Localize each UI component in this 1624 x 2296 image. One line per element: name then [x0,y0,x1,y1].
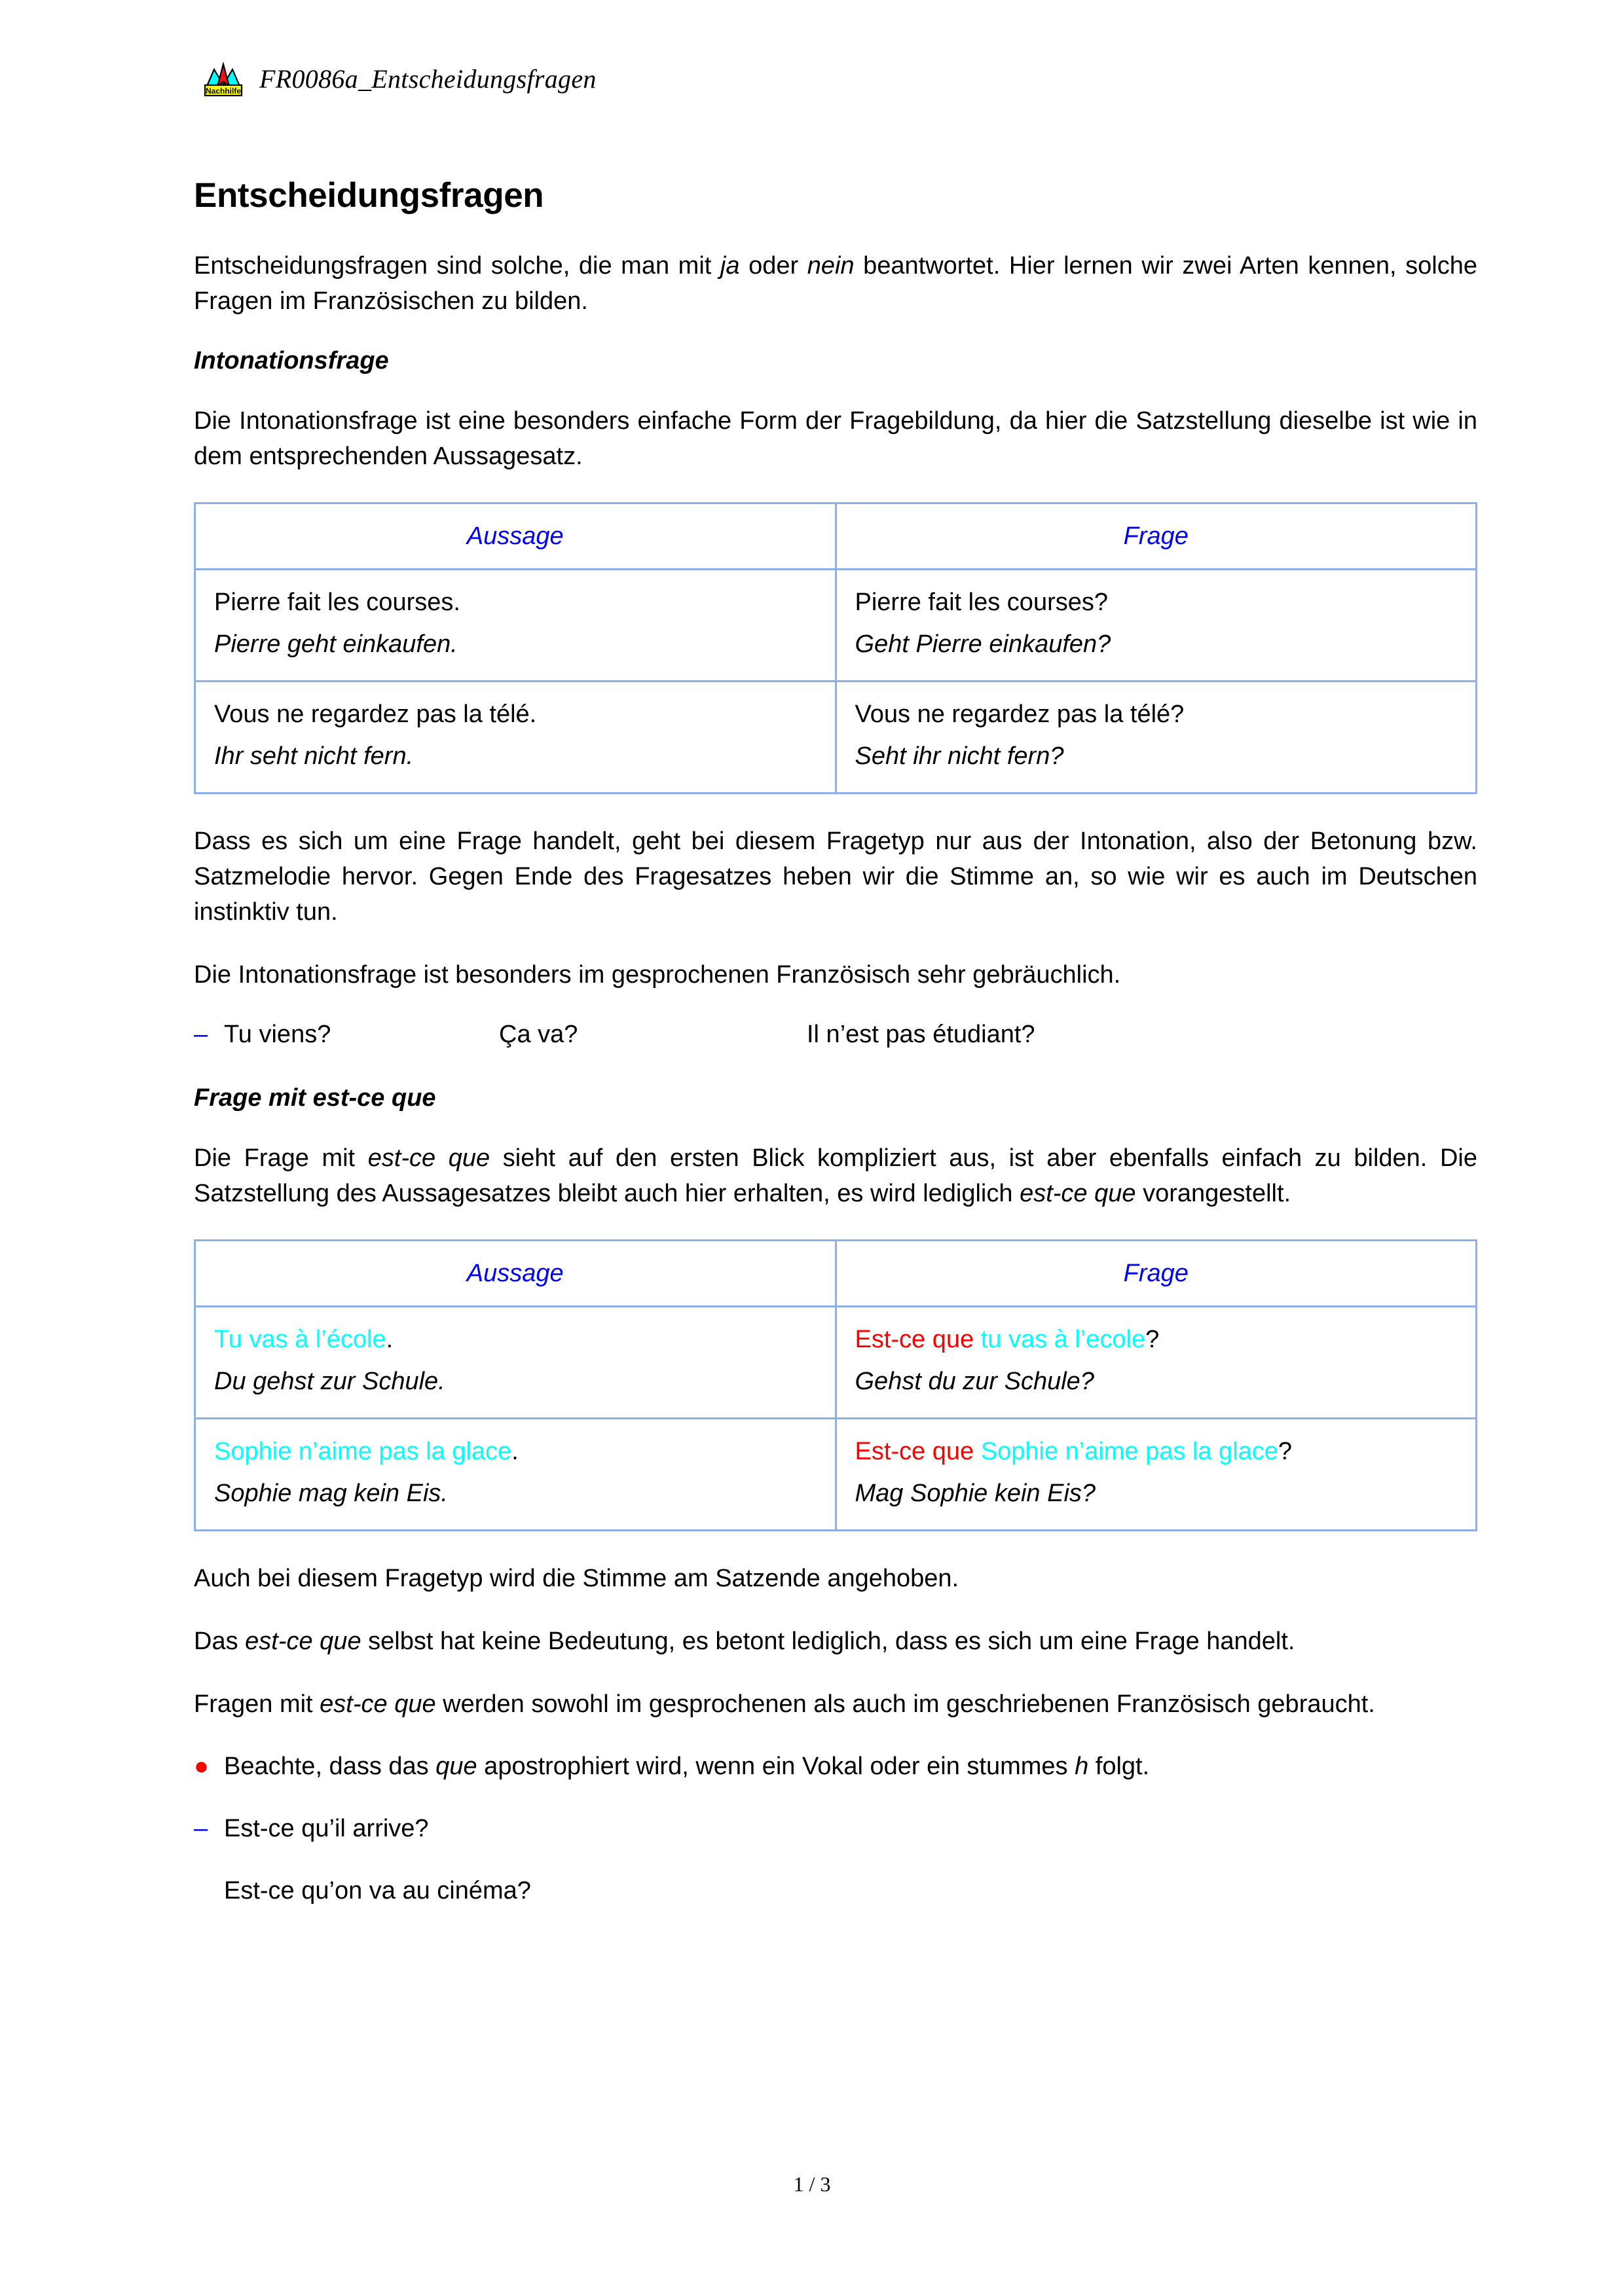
s2a-text-1: Die Frage mit [194,1144,368,1172]
dash-bullet-icon: – [194,1814,208,1842]
french-question: Pierre fait les courses? [855,589,1108,617]
dash-bullet-icon: – [194,1020,208,1048]
section-heading-frage-mit-est-ce-que: Frage mit est-ce que [194,1084,436,1112]
s2d-emphasis: est-ce que [320,1690,436,1718]
section1-paragraph: Die Intonationsfrage ist eine besonders einfache Form der Fragebildung, da hier die Satzstellung dieselbe ist wie in dem entsprechenden Aussagesatz. [194,407,1477,471]
german-translation: Seht ihr nicht fern? [855,742,1064,771]
note-emphasis-h: h [1075,1752,1089,1780]
cell-frage [836,682,1477,793]
section1-paragraph-2: Dass es sich um eine Frage handelt, geht bei diesem Fragetyp nur aus der Intonation, also der Betonung bzw. Satzmelodie hervor. Gegen Ende des Fragesatzes heben wir die Stimme an, so wie wir es auch im Deutschen instinktiv tun. [194,828,1477,926]
french-statement: Pierre fait les courses. [214,589,460,617]
german-translation: Gehst du zur Schule? [855,1367,1094,1395]
document-header [203,60,597,97]
s2c-text-1: Das [194,1627,246,1655]
table-header-row [195,503,1477,570]
note-emphasis-que: que [435,1752,477,1780]
clause-highlight: Sophie n’aime pas la glace [214,1437,512,1465]
example-il-nest-pas-etudiant: Il n’est pas étudiant? [807,1020,1035,1048]
note-bullet-row [194,1750,1477,1783]
french-question: Vous ne regardez pas la télé? [855,701,1185,729]
section2-paragraph-b: Auch bei diesem Fragetyp wird die Stimme am Satzende angehoben. [194,1564,959,1592]
section1-paragraph-3: Die Intonationsfrage ist besonders im gesprochenen Französisch sehr gebräuchlich. [194,960,1121,989]
french-question [855,1431,1458,1473]
intro-text-2: oder [739,252,807,280]
note-text [224,1750,1477,1783]
column-header-frage: Frage [836,1240,1477,1306]
french-question [855,1319,1458,1361]
intro-text-1: Entscheidungsfragen sind solche, die man mit [194,252,720,280]
section-heading-intonationsfrage: Intonationsfrage [194,347,389,375]
note-example-1: Est-ce qu’il arrive? [224,1814,429,1842]
cell-aussage [195,570,836,682]
document-code-title: FR0086a_Entscheidungsfragen [259,64,597,94]
clause-highlight: Tu vas à l’école [214,1325,386,1353]
s2a-text-3: vorangestellt. [1135,1179,1291,1207]
est-ce-que-marker: Est-ce que [855,1437,981,1465]
german-translation: Geht Pierre einkaufen? [855,630,1111,659]
note-text-2: apostrophiert wird, wenn ein Vokal oder ein stummes [477,1752,1075,1780]
s2a-emphasis-1: est-ce que [367,1144,490,1172]
section2-paragraph-d [194,1687,1477,1722]
red-dot-bullet-icon: ● [194,1752,209,1780]
cell-frage [836,570,1477,682]
table-row [195,1418,1477,1530]
s2c-emphasis: est-ce que [245,1627,361,1655]
cell-aussage [195,1418,836,1530]
s2a-emphasis-2: est-ce que [1020,1179,1136,1207]
table-row [195,1306,1477,1418]
intonation-examples-row [194,1021,1477,1049]
section2-paragraph-a [194,1141,1477,1212]
intro-text-3: beantwortet. Hier lernen wir zwei Arten kennen, solche Fragen im Französischen zu bilden. [194,252,1477,316]
s2c-text-2: selbst hat keine Bedeutung, es betont lediglich, dass es sich um eine Frage handelt. [361,1627,1295,1655]
french-statement [214,1319,817,1361]
s2d-text-2: werden sowohl im gesprochenen als auch im geschriebenen Französisch gebraucht. [435,1690,1375,1718]
column-header-aussage: Aussage [195,503,836,570]
cell-aussage [195,682,836,793]
note-text-1: Beachte, dass das [224,1752,436,1780]
s2d-text-1: Fragen mit [194,1690,320,1718]
german-translation: Sophie mag kein Eis. [214,1479,448,1507]
german-translation: Pierre geht einkaufen. [214,630,458,659]
example-tu-viens: Tu viens? [224,1020,331,1048]
table-row [195,682,1477,793]
intro-paragraph [194,249,1477,319]
column-header-frage: Frage [836,503,1477,570]
page-footer [0,2172,1624,2196]
column-header-aussage: Aussage [195,1240,836,1306]
intro-emphasis-ja: ja [720,252,740,280]
document-body [194,177,1477,1937]
german-translation: Du gehst zur Schule. [214,1367,445,1395]
cell-aussage [195,1306,836,1418]
page-title: Entscheidungsfragen [194,176,544,215]
cell-frage [836,1306,1477,1418]
est-ce-que-marker: Est-ce que [855,1325,981,1353]
note-example-row-1 [194,1812,1477,1846]
example-ca-va: Ça va? [499,1020,578,1048]
logo-label: Nachhilfe [205,86,242,96]
intro-emphasis-nein: nein [807,252,855,280]
table-est-ce-que [194,1239,1477,1531]
punctuation: . [386,1325,394,1353]
table-row [195,570,1477,682]
cell-frage [836,1418,1477,1530]
punctuation: ? [1145,1325,1160,1353]
table-intonationsfrage [194,502,1477,794]
table-header-row [195,1240,1477,1306]
punctuation: . [511,1437,519,1465]
note-example-2: Est-ce qu’on va au cinéma? [224,1877,531,1905]
nachhilfe-logo-icon [203,60,244,97]
clause-highlight: tu vas à l’ecole [980,1325,1146,1353]
s2a-text-2: sieht auf den ersten Blick kompliziert aus, ist aber ebenfalls einfach zu bilden. Die Satzstellung des Aussagesatzes bleibt auch hier erhalten, es wird lediglich [194,1144,1477,1207]
note-text-3: folgt. [1088,1752,1150,1780]
clause-highlight: Sophie n’aime pas la glace [980,1437,1278,1465]
french-statement [214,1431,817,1473]
section2-paragraph-c [194,1624,1477,1660]
french-statement: Vous ne regardez pas la télé. [214,701,537,729]
german-translation: Ihr seht nicht fern. [214,742,414,771]
page-number: 1 / 3 [793,2172,831,2196]
german-translation: Mag Sophie kein Eis? [855,1479,1096,1507]
punctuation: ? [1278,1437,1293,1465]
